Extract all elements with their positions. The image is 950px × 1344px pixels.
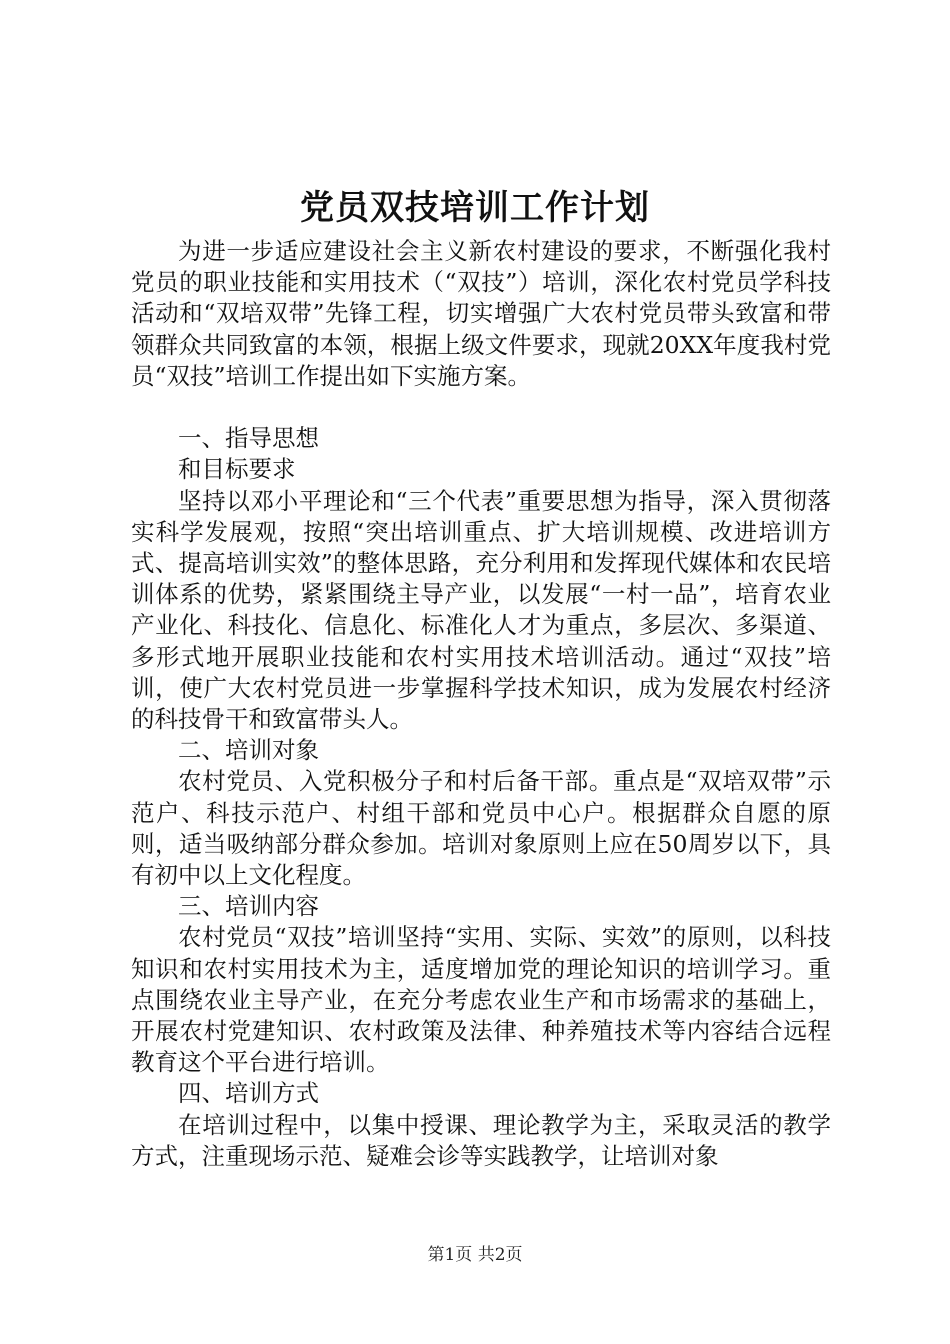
section-heading-guiding-ideology: 一、指导思想: [178, 424, 319, 453]
document-title: 党员双技培训工作计划: [300, 188, 650, 228]
section-paragraph-guiding-ideology: 坚持以邓小平理论和“三个代表”重要思想为指导，深入贯彻落实科学发展观，按照“突出培训重点、扩大培训规模、改进培训方式、提高培训实效”的整体思路，充分利用和发挥现代媒体和农民培训体系的优势，紧紧围绕主导产业，以发展“一村一品”，培育农业产业化、科技化、信息化、标准化人才为重点，多层次、多渠道、多形式地开展职业技能和农村实用技术培训活动。通过“双技”培训，使广大农村党员进一步掌握科学技术知识，成为发展农村经济的科技骨干和致富带头人。: [131, 486, 831, 734]
section-heading-goals: 和目标要求: [178, 455, 296, 484]
section-paragraph-training-methods: 在培训过程中，以集中授课、理论教学为主，采取灵活的教学方式，注重现场示范、疑难会诊等实践教学，让培训对象: [131, 1110, 831, 1170]
intro-paragraph: 为进一步适应建设社会主义新农村建设的要求，不断强化我村党员的职业技能和实用技术（“双技”）培训，深化农村党员学科技活动和“双培双带”先锋工程，切实增强广大农村党员带头致富和带领群众共同致富的本领，根据上级文件要求，现就20XX年度我村党员“双技”培训工作提出如下实施方案。: [131, 237, 831, 390]
paragraph-gap: [131, 392, 831, 423]
section-heading-training-methods: 四、培训方式: [178, 1079, 319, 1108]
section-paragraph-training-content: 农村党员“双技”培训坚持“实用、实际、实效”的原则，以科技知识和农村实用技术为主，适度增加党的理论知识的培训学习。重点围绕农业主导产业，在充分考虑农业生产和市场需求的基础上，开展农村党建知识、农村政策及法律、种养殖技术等内容结合远程教育这个平台进行培训。: [131, 923, 831, 1077]
section-paragraph-training-targets: 农村党员、入党积极分子和村后备干部。重点是“双培双带”示范户、科技示范户、村组干部和党员中心户。根据群众自愿的原则，适当吸纳部分群众参加。培训对象原则上应在50周岁以下，具有初中以上文化程度。: [131, 767, 831, 890]
section-heading-training-targets: 二、培训对象: [178, 736, 319, 765]
page-number-footer: 第1页 共2页: [427, 1245, 523, 1265]
document-body: [131, 236, 831, 1172]
section-heading-training-content: 三、培训内容: [178, 892, 319, 921]
